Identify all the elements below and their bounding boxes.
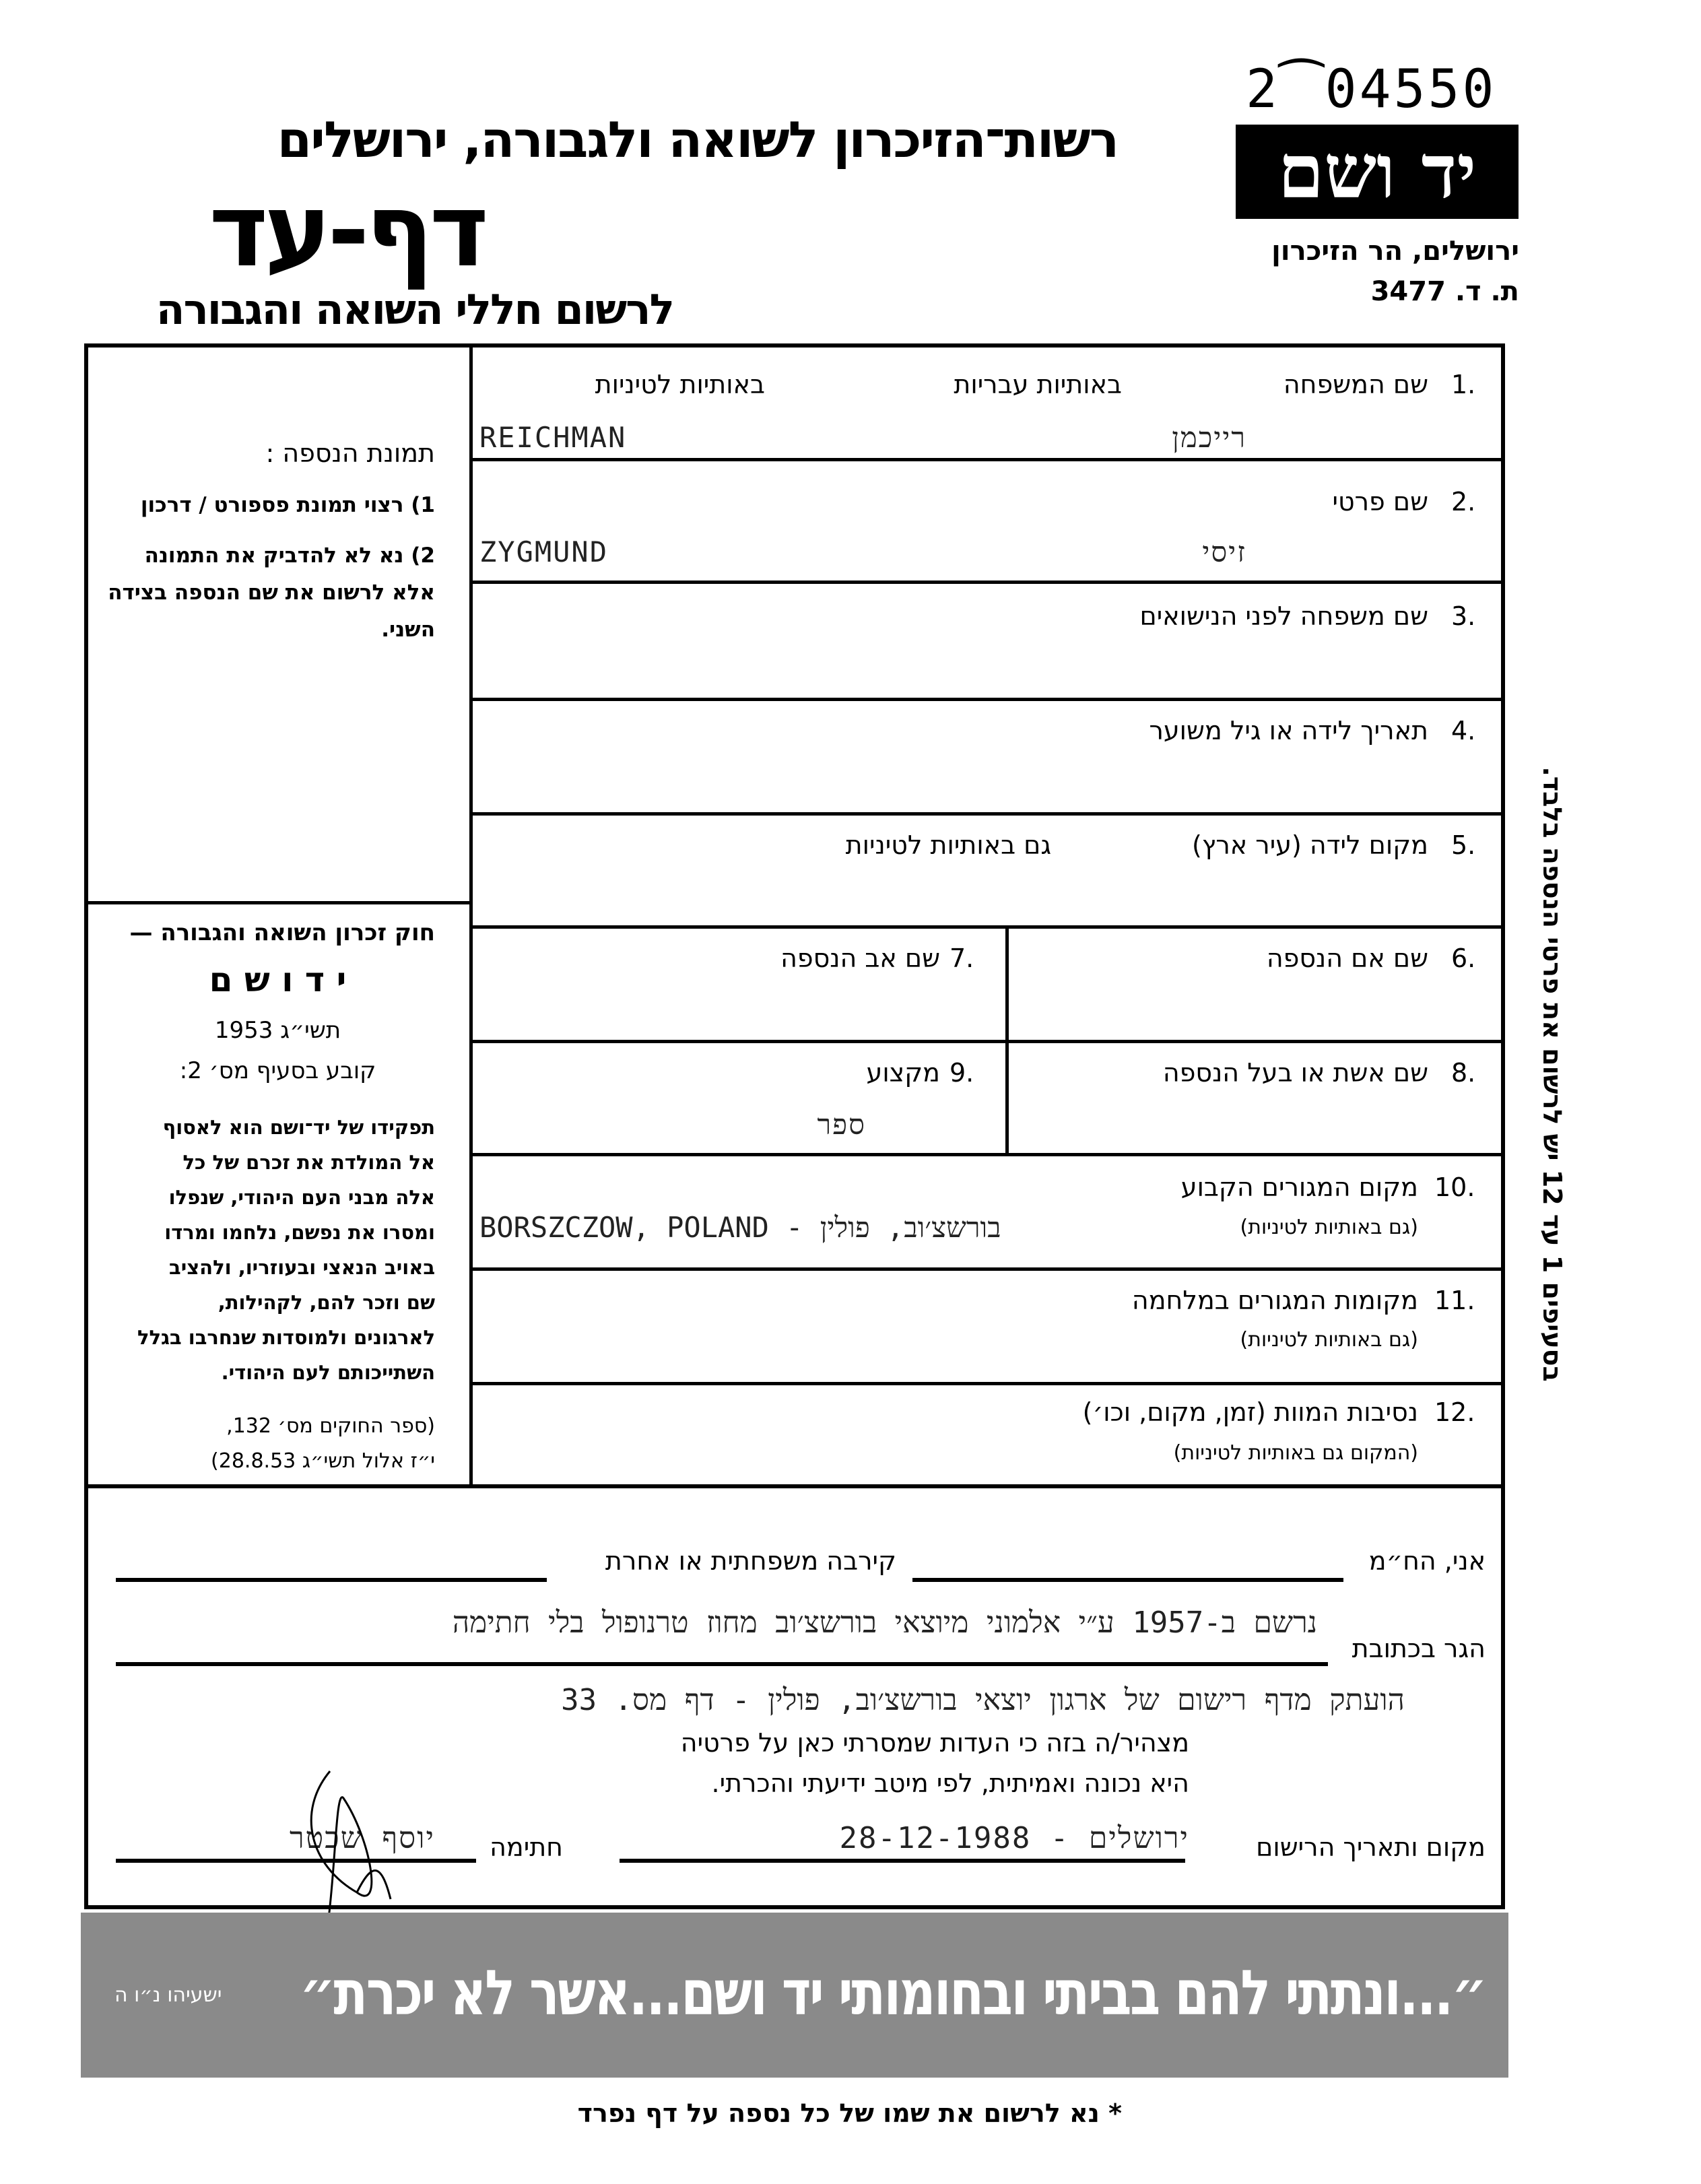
field-12-label: נסיבות המוות (זמן, מקום, וכו׳) — [1082, 1397, 1418, 1427]
field-4-number: 4. — [1451, 716, 1476, 746]
field-2-number: 2. — [1451, 487, 1476, 517]
place-date-line[interactable] — [620, 1859, 1185, 1863]
law-line: ומסרו את נפשם, נלחמו ומרדו — [164, 1221, 435, 1244]
row-divider — [471, 1040, 1505, 1043]
column-divider — [469, 343, 473, 1488]
field-1-number: 1. — [1451, 370, 1476, 399]
relation-line[interactable] — [116, 1578, 547, 1582]
photo-note-1: 1) רצוי תמונת פספורט / דרכון — [140, 493, 435, 517]
po-box: ת. ד. 3477 — [1370, 276, 1519, 307]
yad-vashem-logo — [1236, 125, 1519, 219]
law-heading: חוק זכרון השואה והגבורה — — [129, 919, 435, 946]
split-divider — [1005, 925, 1009, 1153]
surname-latin-value[interactable]: REICHMAN — [479, 421, 627, 454]
field-11-number: 11. — [1434, 1286, 1475, 1315]
row-divider — [471, 812, 1505, 816]
residence-value[interactable]: BORSZCZOW, POLAND - בורשצ׳וב, פולין — [479, 1211, 1001, 1244]
place-date-value[interactable]: ירושלים - 28-12-1988 — [839, 1821, 1189, 1855]
page-title: דף-עד — [209, 172, 485, 290]
banner-quote: ״...ונתתי להם בביתי ובחומותי יד ושם...אשר לא יכרת״ — [300, 1957, 1486, 2029]
first-name-latin-value[interactable]: ZYGMUND — [479, 535, 609, 568]
row-divider — [471, 1382, 1505, 1385]
field-6-number: 6. — [1451, 944, 1476, 973]
field-7-number: 7. — [949, 944, 974, 973]
law-section: קובע בסעיף מס׳ 2: — [179, 1057, 376, 1084]
address-label: הגר בכתובת — [1352, 1634, 1486, 1663]
law-line: אלה מבני העם היהודי, שנפלו — [168, 1186, 435, 1209]
signature-name[interactable]: יוסף שכטר — [290, 1821, 435, 1855]
field-3-label: שם משפחה לפני הנישואים — [1139, 601, 1428, 631]
field-6-label: שם אם הנספה — [1266, 944, 1428, 973]
banner-reference: ישעיהו נ״ו ה — [114, 1983, 222, 2007]
address-line-1: ירושלים, הר הזיכרון — [1271, 236, 1519, 267]
law-body — [137, 1110, 435, 1390]
authority-heading: רשות־הזיכרון לשואה ולגבורה, ירושלים — [277, 111, 1118, 169]
law-line: תפקידו של יד־ושם הוא לאסוף — [162, 1116, 435, 1139]
profession-value[interactable]: ספר — [817, 1108, 866, 1141]
field-12-number: 12. — [1434, 1397, 1475, 1427]
serial-number: 2⁀04550 — [1246, 59, 1497, 120]
law-name: י ד ו ש ם — [209, 960, 347, 999]
field-5-note: גם באותיות לטיניות — [845, 830, 1051, 860]
field-12-note: (המקום גם באותיות לטיניות) — [1173, 1441, 1418, 1465]
row-divider — [471, 581, 1505, 584]
law-line: השתייכותם לעם היהודי. — [221, 1361, 435, 1384]
law-line: אל המולדת את זכרם של כל — [182, 1151, 435, 1174]
field-8-label: שם אשת או בעל הנספה — [1162, 1058, 1428, 1088]
law-ref-2: י״ז אלול תשי״ג 28.8.53) — [211, 1449, 435, 1473]
row-divider — [471, 925, 1505, 929]
row-divider — [471, 1153, 1505, 1156]
field-5-number: 5. — [1451, 830, 1476, 860]
field-11-label: מקומות המגורים במלחמה — [1131, 1286, 1418, 1315]
field-10-label: מקום המגורים הקבוע — [1180, 1172, 1418, 1202]
row-divider — [471, 458, 1505, 461]
photo-note-2: אלא לרשום את שם הנספה בצידה — [108, 581, 435, 605]
field-4-label: תאריך לידה או גיל משוער — [1149, 716, 1428, 746]
field-11-note: (גם באותיות לטיניות) — [1240, 1328, 1418, 1352]
footnote: * נא לרשום את שמו של כל נספה על דף נפרד — [577, 2098, 1122, 2128]
field-8-number: 8. — [1451, 1058, 1476, 1088]
address-value[interactable]: נרשם ב-1957 ע״י אלמוני מיוצאי בורשצ׳וב מחוז טרנופול בלי חתימה — [452, 1606, 1317, 1640]
field-7-label: שם אב הנספה — [780, 944, 940, 973]
field-1-hebrew-column: באותיות עבריות — [954, 370, 1122, 399]
field-9-label: מקצוע — [866, 1058, 940, 1088]
field-5-label: מקום לידה (עיר ארץ) — [1192, 830, 1428, 860]
relation-label: קירבה משפחתית או אחרת — [605, 1546, 896, 1576]
signature-label: חתימה — [490, 1832, 563, 1862]
surname-hebrew-value[interactable]: רייכמן — [1172, 421, 1246, 454]
field-10-note: (גם באותיות לטיניות) — [1240, 1216, 1418, 1239]
law-line: שם וזכר להם, לקהילות, — [218, 1291, 435, 1314]
field-9-number: 9. — [949, 1058, 974, 1088]
declarant-name-line[interactable] — [912, 1578, 1343, 1582]
photo-title: תמונת הנספה : — [265, 438, 435, 468]
place-date-label: מקום ותאריך הרישום — [1256, 1832, 1486, 1862]
side-note — [1532, 734, 1572, 1414]
statement-line-2: היא נכונה ואמיתית, לפי מיטב ידיעתי והכרתי. — [711, 1768, 1189, 1798]
row-divider — [471, 698, 1505, 701]
field-1-latin-column: באותיות לטיניות — [595, 370, 765, 399]
photo-note-2: השני. — [381, 618, 435, 642]
first-name-hebrew-value[interactable]: זיסי — [1202, 535, 1246, 568]
logo-text: יד ושם — [1277, 128, 1477, 215]
law-year: תשי״ג 1953 — [214, 1017, 341, 1044]
row-divider — [471, 1267, 1505, 1271]
field-2-label: שם פרטי — [1332, 487, 1428, 517]
law-line: באויב הנאצי ובעוזריו, ולהציב — [169, 1256, 435, 1279]
side-note-text: בסעיפים 1 עד 12 יש לרשום את פרטי הנספה בלבד. — [1537, 766, 1567, 1382]
law-line: לארגונים ולמוסדות שנחרבו בגלל — [137, 1326, 435, 1349]
address-line[interactable] — [116, 1662, 1328, 1666]
statement-line-1: מצהיר/ה בזה כי העדות שמסרתי כאן על פרטיה — [680, 1728, 1189, 1758]
field-3-number: 3. — [1451, 601, 1476, 631]
copied-note: הועתק מדף רישום של ארגון יוצאי בורשצ׳וב, פולין - דף מס. 33 — [561, 1683, 1405, 1717]
photo-note-2: 2) נא לא להדביק את התמונה — [144, 543, 435, 568]
field-1-label: שם המשפחה — [1283, 370, 1428, 399]
page-subtitle: לרשום חללי השואה והגבורה — [156, 285, 673, 334]
field-10-number: 10. — [1434, 1172, 1475, 1202]
declarant-label: אני, הח״מ — [1368, 1546, 1486, 1576]
law-ref-1: (ספר החוקים מס׳ 132, — [226, 1414, 435, 1438]
left-divider — [84, 901, 471, 904]
